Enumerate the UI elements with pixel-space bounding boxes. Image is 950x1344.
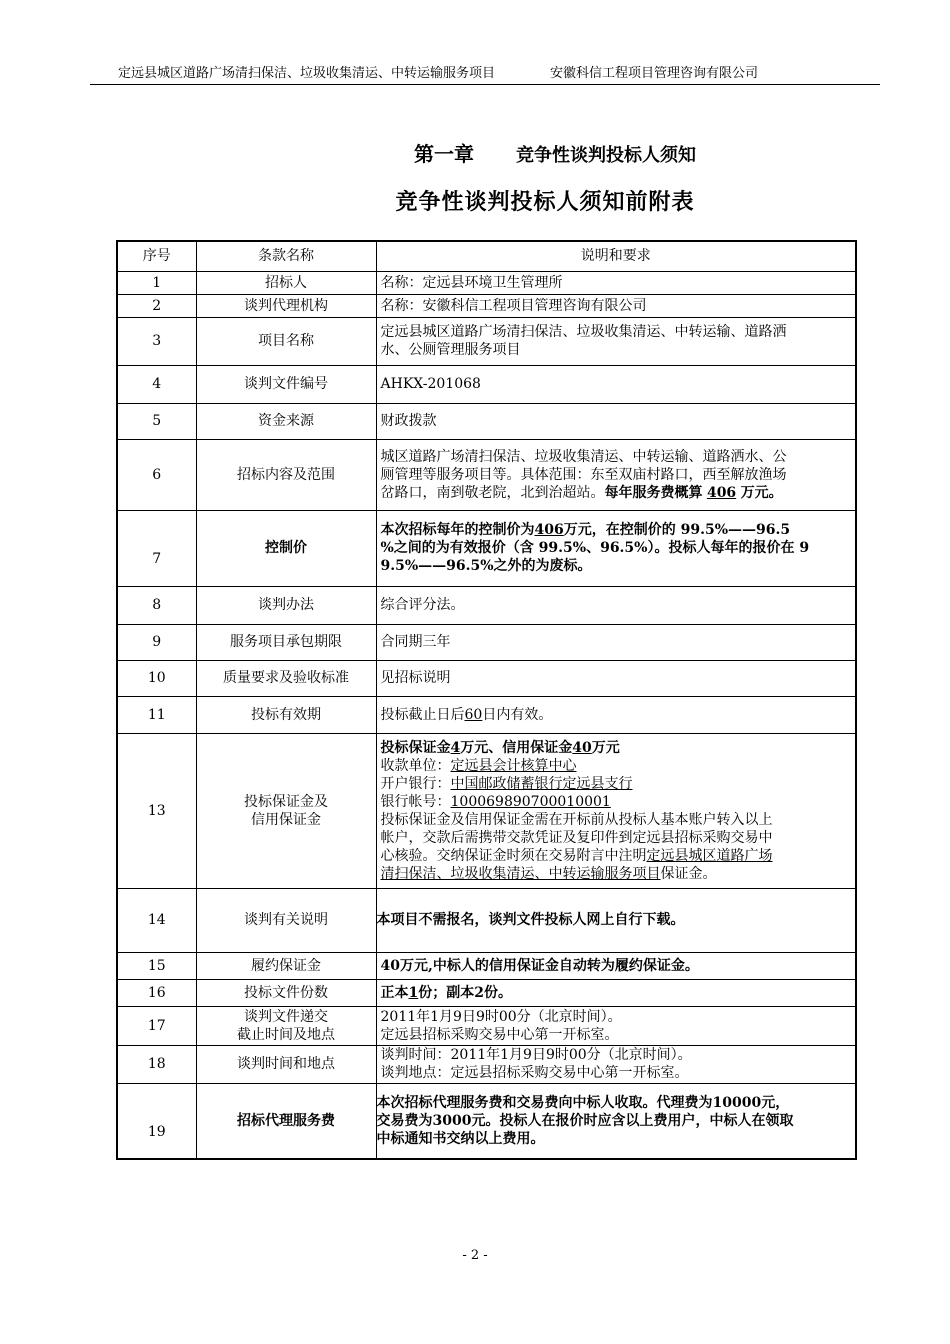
scope-boundary-text: 岔路口，南到敬老院，北到治超站。: [380, 484, 605, 501]
desc-line: [381, 847, 852, 865]
row-name: 谈判时间和地点: [196, 1045, 376, 1083]
row-desc: [376, 1006, 856, 1045]
row-no: 11: [117, 696, 196, 733]
row-desc: 综合评分法。: [376, 586, 856, 624]
row-no: 4: [117, 365, 196, 403]
account-line: [381, 793, 852, 811]
row-name: 招标内容及范围: [196, 439, 376, 510]
desc-line: 定远县招标采购交易中心第一开标室。: [380, 1026, 619, 1043]
chapter-title: 竞争性谈判投标人须知: [516, 145, 696, 166]
row-name: 投标有效期: [196, 696, 376, 733]
row-desc: AHKX-201068: [376, 365, 856, 403]
desc-line: 谈判地点：定远县招标采购交易中心第一开标室。: [380, 1065, 689, 1081]
row-no: 19: [117, 1083, 196, 1159]
row-name: 控制价: [196, 510, 376, 586]
table-row: [117, 317, 856, 365]
desc-line: [381, 865, 852, 883]
header-company-name: 安徽科信工程项目管理咨询有限公司: [550, 66, 759, 81]
name-line: 信用保证金: [251, 811, 321, 828]
deposit-label: 投标保证金: [380, 739, 451, 756]
original-count: 1: [408, 984, 419, 1001]
row-desc: [376, 510, 856, 586]
desc-line: 定远县城区道路广场清扫保洁、垃圾收集清运、中转运输、道路洒: [380, 324, 787, 340]
copies-text: 份；副本2份。: [418, 984, 512, 1001]
name-line: 投标保证金及: [244, 793, 328, 810]
control-price-value: 406: [534, 522, 564, 538]
table-row: [117, 1006, 856, 1045]
table-row: [117, 403, 856, 439]
bid-deposit-amount: 4: [450, 739, 461, 756]
desc-line: 厕管理等服务项目等。具体范围：东至双庙村路口，西至解放渔场: [380, 466, 787, 483]
row-no: 17: [117, 1006, 196, 1045]
original-label: 正本: [380, 984, 409, 1001]
table-row: [117, 294, 856, 317]
table-title: 竞争性谈判投标人须知前附表: [395, 189, 695, 215]
row-desc: 40万元,中标人的信用保证金自动转为履约保证金。: [376, 952, 856, 979]
bank-value: 中国邮政储蓄银行定远县支行: [450, 775, 633, 792]
row-desc: 见招标说明: [376, 660, 856, 696]
row-no: 18: [117, 1045, 196, 1083]
desc-line: [381, 484, 852, 502]
desc-line: 水、公厕管理服务项目: [380, 342, 521, 358]
payee-label: 收款单位：: [380, 757, 451, 774]
table-row: [117, 1045, 856, 1083]
account-label: 银行帐号：: [380, 793, 451, 810]
header-name: 条款名称: [196, 241, 376, 271]
control-price-text: 本次招标每年的控制价为: [380, 522, 535, 538]
row-name: 履约保证金: [196, 952, 376, 979]
table-row: [117, 952, 856, 979]
table-row: [117, 624, 856, 660]
row-name: 谈判有关说明: [196, 888, 376, 952]
row-desc: 本项目不需报名，谈判文件投标人网上自行下载。: [376, 888, 856, 952]
desc-line: 2011年1月9日9时00分（北京时间）。: [380, 1008, 622, 1025]
account-value: 100069890700010001: [450, 793, 611, 810]
deposit-unit: 万元: [591, 739, 620, 756]
desc-line: [381, 521, 852, 539]
row-no: 9: [117, 624, 196, 660]
desc-line: 中标通知书交纳以上费用。: [376, 1130, 545, 1147]
validity-days: 60: [464, 706, 483, 723]
row-name: 招标代理服务费: [196, 1083, 376, 1159]
desc-line: 交易费为3000元。投标人在报价时应含以上费用户，中标人在领取: [376, 1112, 794, 1129]
row-desc: 财政拨款: [376, 403, 856, 439]
row-name: [196, 1006, 376, 1045]
payee-line: [381, 757, 852, 775]
row-no: 13: [117, 733, 196, 888]
annual-fee-value: 406: [706, 484, 737, 501]
desc-line: 投标保证金及信用保证金需在开标前从投标人基本账户转入以上: [380, 811, 773, 828]
row-no: 3: [117, 317, 196, 365]
chapter-number: 第一章: [414, 142, 474, 166]
row-name: 质量要求及验收标准: [196, 660, 376, 696]
bank-line: [381, 775, 852, 793]
remark-project-name: 定远县城区道路广场: [646, 847, 773, 864]
row-desc: [376, 733, 856, 888]
row-no: 1: [117, 271, 196, 294]
row-name: 招标人: [196, 271, 376, 294]
row-desc: [376, 696, 856, 733]
row-no: 7: [117, 510, 196, 586]
table-row: [117, 271, 856, 294]
row-desc: [376, 317, 856, 365]
table-row: [117, 1083, 856, 1159]
table-row: [117, 439, 856, 510]
table-row: [117, 510, 856, 586]
table-row: [117, 888, 856, 952]
credit-deposit-amount: 40: [572, 739, 592, 756]
row-desc: [376, 1083, 856, 1159]
validity-text: 投标截止日后: [380, 706, 465, 723]
annual-fee-label: 每年服务费概算: [604, 484, 703, 501]
table-row: [117, 586, 856, 624]
row-desc: 合同期三年: [376, 624, 856, 660]
desc-line: 谈判时间：2011年1月9日9时00分（北京时间）。: [380, 1047, 692, 1063]
bank-label: 开户银行：: [380, 775, 451, 792]
row-name: 谈判文件编号: [196, 365, 376, 403]
row-name: [196, 733, 376, 888]
row-desc: [376, 439, 856, 510]
desc-line: 帐户，交款后需携带交款凭证及复印件到定远县招标采购交易中: [380, 829, 773, 846]
table-row: [117, 733, 856, 888]
row-name: 资金来源: [196, 403, 376, 439]
row-desc: 名称：定远县环境卫生管理所: [376, 271, 856, 294]
table-row: [117, 660, 856, 696]
page-header: [90, 64, 880, 85]
remark-project-name-cont: 清扫保洁、垃圾收集清运、中转运输服务项目: [380, 865, 661, 882]
payee-value: 定远县会计核算中心: [450, 757, 577, 774]
table-row: [117, 365, 856, 403]
name-line: 截止时间及地点: [237, 1026, 335, 1043]
row-no: 8: [117, 586, 196, 624]
page-number: - 2 -: [462, 1248, 488, 1263]
remark-suffix: 保证金。: [660, 865, 717, 882]
bidder-instructions-table: [116, 240, 857, 1160]
desc-line: 9.5%——96.5%之外的为废标。: [380, 558, 592, 574]
chapter-heading: [0, 138, 950, 167]
name-line: 谈判文件递交: [244, 1008, 328, 1025]
row-no: 6: [117, 439, 196, 510]
desc-line: 城区道路广场清扫保洁、垃圾收集清运、中转运输、道路洒水、公: [380, 448, 787, 465]
row-no: 14: [117, 888, 196, 952]
table-header-row: [117, 241, 856, 271]
row-name: 谈判办法: [196, 586, 376, 624]
table-row: [117, 696, 856, 733]
deposit-amounts: [381, 739, 852, 757]
table-row: [117, 979, 856, 1006]
header-desc: 说明和要求: [376, 241, 856, 271]
header-no: 序号: [117, 241, 196, 271]
row-name: 项目名称: [196, 317, 376, 365]
row-desc: [376, 979, 856, 1006]
credit-deposit-label: 万元、信用保证金: [460, 739, 573, 756]
row-name: 投标文件份数: [196, 979, 376, 1006]
annual-fee-unit: 万元。: [740, 484, 783, 501]
header-project-title: 定远县城区道路广场清扫保洁、垃圾收集清运、中转运输服务项目: [118, 66, 496, 81]
row-no: 16: [117, 979, 196, 1006]
row-desc: 名称：安徽科信工程项目管理咨询有限公司: [376, 294, 856, 317]
row-name: 谈判代理机构: [196, 294, 376, 317]
row-name: 服务项目承包期限: [196, 624, 376, 660]
row-no: 10: [117, 660, 196, 696]
row-desc: [376, 1045, 856, 1083]
row-no: 15: [117, 952, 196, 979]
control-price-range: 万元，在控制价的 99.5%——96.5: [563, 522, 791, 538]
remark-text: 心核验。交纳保证金时须在交易附言中注明: [380, 847, 647, 864]
row-no: 5: [117, 403, 196, 439]
desc-line: %之间的为有效报价（含 99.5%、96.5%）。投标人每年的报价在 9: [380, 540, 810, 556]
validity-unit: 日内有效。: [482, 706, 553, 723]
row-no: 2: [117, 294, 196, 317]
desc-line: 本次招标代理服务费和交易费向中标人收取。代理费为10000元，: [376, 1094, 790, 1111]
